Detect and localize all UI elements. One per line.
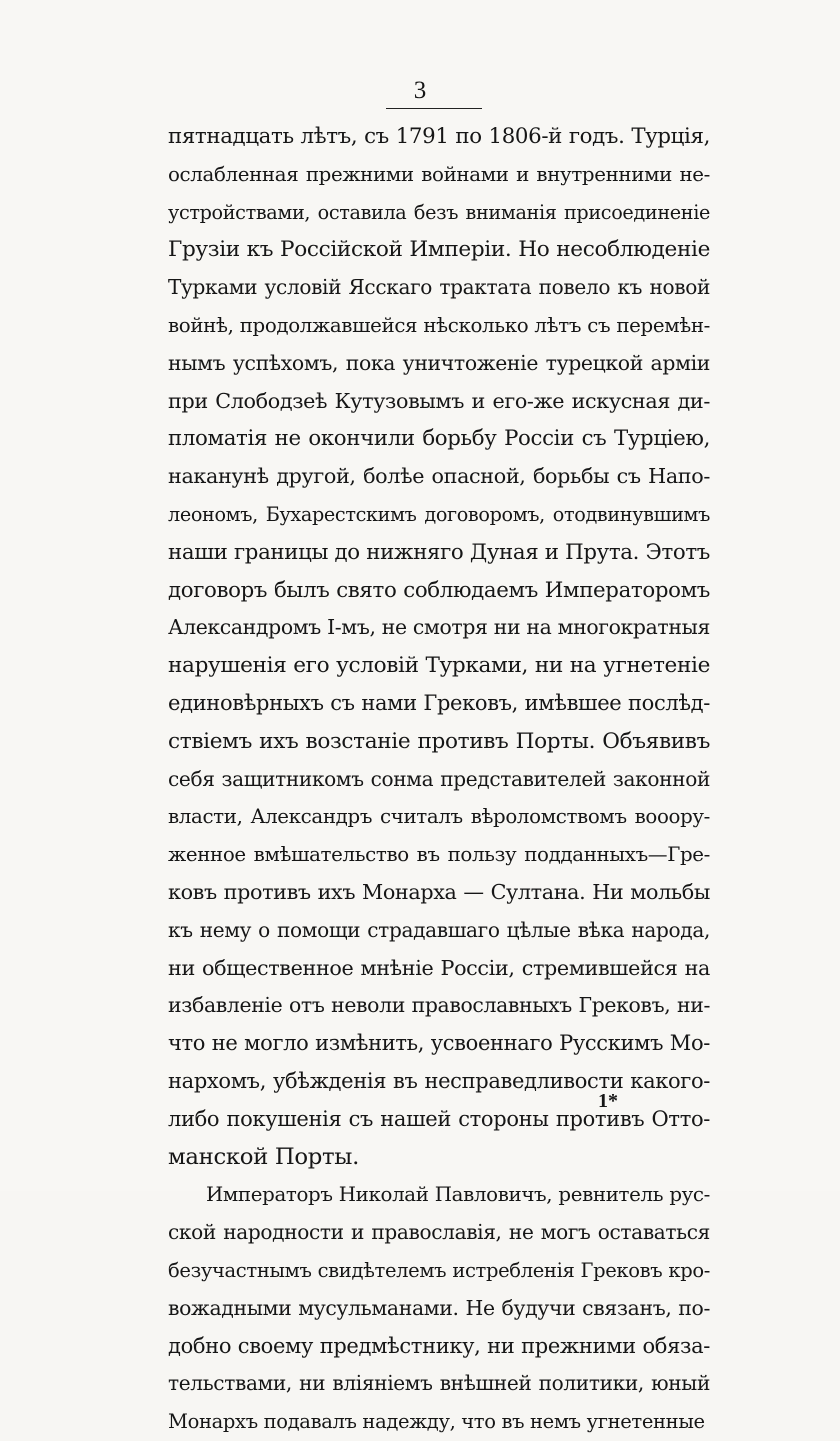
paragraph	[168, 1176, 710, 1441]
text-line: нархомъ, убѣжденія въ несправедливости какого-	[168, 1068, 710, 1093]
text-line: ослабленная прежними войнами и внутренними не-	[168, 162, 710, 186]
text-line: вожадными мусульманами. Не будучи связанъ, по-	[168, 1295, 710, 1320]
text-line: пятнадцать лѣтъ, съ 1791 по 1806-й годъ. Турція,	[168, 124, 710, 149]
text-line: что не могло измѣнить, усвоеннаго Русскимъ Мо-	[168, 1031, 710, 1056]
text-line: себя защитникомъ сонма представителей законной	[168, 766, 710, 791]
text-line: нымъ успѣхомъ, пока уничтоженіе турецкой арміи	[168, 350, 710, 375]
text-line: единовѣрныхъ съ нами Грековъ, имѣвшее послѣд-	[168, 690, 710, 715]
body-text	[168, 118, 710, 1441]
text-line: наши границы до нижняго Дуная и Прута. Этотъ	[168, 539, 710, 565]
text-line: ковъ противъ ихъ Монарха — Султана. Ни мольбы	[168, 879, 710, 904]
text-line: наканунѣ другой, болѣе опасной, борьбы съ Напо-	[168, 464, 710, 489]
text-line: ской народности и православія, не могъ оставаться	[168, 1220, 710, 1245]
text-line: тельствами, ни вліяніемъ внѣшней политики, юный	[168, 1371, 710, 1396]
text-line: женное вмѣшательство въ пользу подданныхъ—Гре-	[168, 843, 710, 867]
signature-mark: 1*	[598, 1090, 618, 1112]
text-line: ствіемъ ихъ возстаніе противъ Порты. Объявивъ	[168, 728, 710, 754]
text-line: Монархъ подавалъ надежду, что въ немъ угнетенные	[168, 1410, 705, 1434]
text-line: ни общественное мнѣніе Россіи, стремившейся на	[168, 955, 710, 980]
text-line: добно своему предмѣстнику, ни прежними обяза-	[168, 1333, 710, 1358]
paragraph	[168, 118, 710, 1176]
text-line: устройствами, оставила безъ вниманія присоединеніе	[168, 200, 710, 224]
text-line: леономъ, Бухарестскимъ договоромъ, отодвинувшимъ	[168, 502, 710, 526]
text-line: манской Порты.	[168, 1143, 359, 1170]
text-line: при Слободзеѣ Кутузовымъ и его-же искусная ди-	[168, 388, 710, 413]
text-line: Императоръ Николай Павловичъ, ревнитель рус-	[206, 1183, 710, 1207]
text-line: Александромъ I-мъ, не смотря ни на многократныя	[168, 615, 710, 640]
text-line: избавленіе отъ неволи православныхъ Грековъ, ни-	[168, 993, 710, 1018]
text-line: нарушенія его условій Турками, ни на угнетеніе	[168, 653, 710, 679]
text-line: къ нему о помощи страдавшаго цѣлые вѣка народа,	[168, 917, 710, 942]
text-line: либо покушенія съ нашей стороны противъ Отто-	[168, 1106, 710, 1131]
page-number: 3	[413, 77, 427, 104]
text-line: войнѣ, продолжавшейся нѣсколько лѣтъ съ перемѣн-	[168, 313, 710, 337]
header-rule	[386, 108, 482, 109]
text-line: Грузіи къ Россійской Имперіи. Но несоблюденіе	[168, 237, 710, 263]
text-line: Турками условій Ясскаго трактата повело къ новой	[168, 275, 710, 300]
text-line: договоръ былъ свято соблюдаемъ Императоромъ	[168, 577, 710, 603]
text-line: власти, Александръ считалъ вѣроломствомъ вооору-	[168, 805, 710, 829]
text-line: безучастнымъ свидѣтелемъ истребленія Грековъ кро-	[168, 1258, 710, 1282]
text-line: пломатія не окончили борьбу Россіи съ Турціею,	[168, 426, 710, 452]
